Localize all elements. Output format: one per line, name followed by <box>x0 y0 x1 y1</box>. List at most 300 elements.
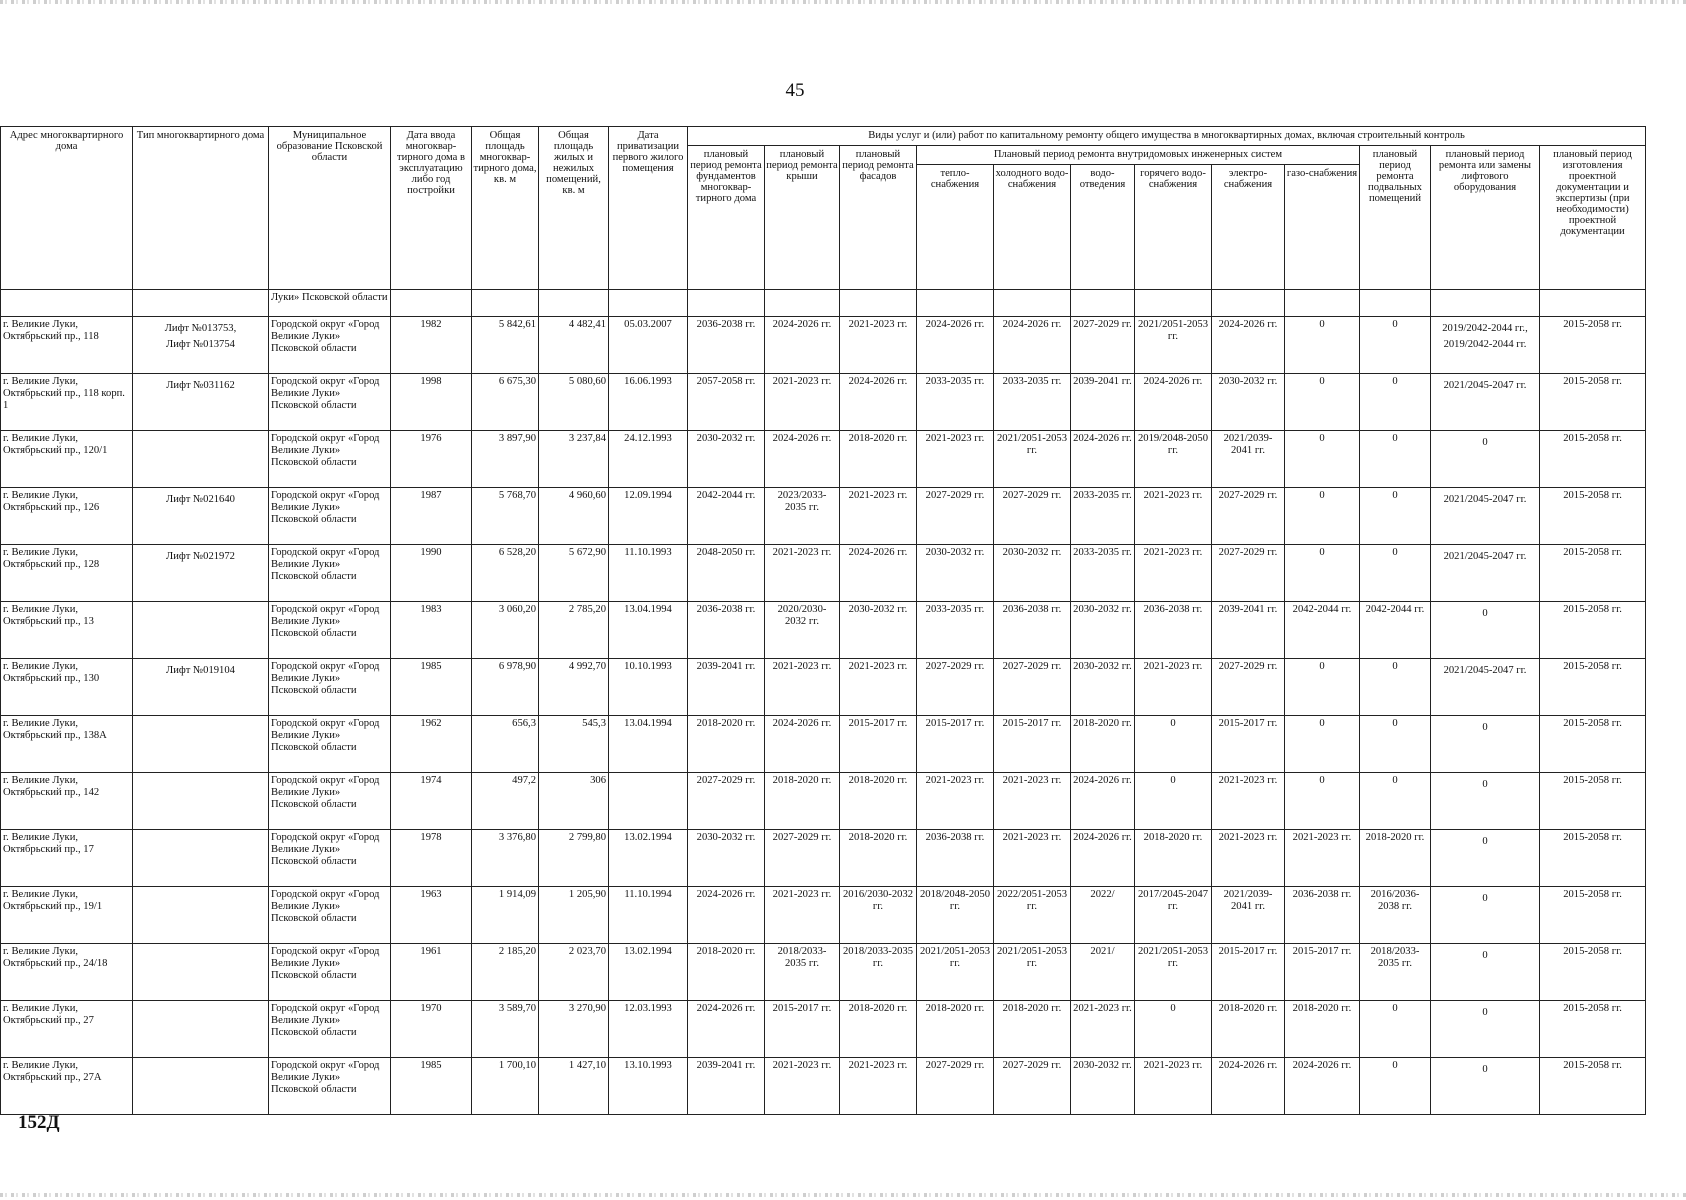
cell-roof: 2021-2023 гг. <box>765 887 840 944</box>
cell-cold-water: 2036-2038 гг. <box>994 602 1071 659</box>
cell-total-area: 656,3 <box>472 716 539 773</box>
cell-address: г. Великие Луки, Октябрьский пр., 27 <box>1 1001 133 1058</box>
table-header <box>1 127 1646 290</box>
cell-basement: 0 <box>1360 488 1431 545</box>
elevator-period: 0 <box>1482 1007 1488 1018</box>
cell-heating: 2024-2026 гг. <box>917 317 994 374</box>
cell-type <box>133 659 269 716</box>
cell-year: 1982 <box>391 317 472 374</box>
cell-cold-water: 2021-2023 гг. <box>994 773 1071 830</box>
col-header-basement: плановый период ремонта подвальных помещений <box>1360 146 1431 290</box>
cell-privatization: 12.09.1994 <box>609 488 688 545</box>
col-header-type: Тип многоквартирного дома <box>133 127 269 290</box>
cell-roof: 2021-2023 гг. <box>765 374 840 431</box>
cell-elevator <box>1431 887 1540 944</box>
cell-heating: 2021-2023 гг. <box>917 431 994 488</box>
cell-sewer: 2021-2023 гг. <box>1071 1001 1135 1058</box>
cell-elevator <box>1431 659 1540 716</box>
page-number: 45 <box>785 80 805 101</box>
cell-privatization: 11.10.1994 <box>609 887 688 944</box>
cell-heating: 2015-2017 гг. <box>917 716 994 773</box>
cell-privatization: 05.03.2007 <box>609 317 688 374</box>
cell-gas: 0 <box>1285 659 1360 716</box>
cell-gas: 0 <box>1285 773 1360 830</box>
cell-foundation: 2018-2020 гг. <box>688 944 765 1001</box>
cell-design: 2015-2058 гг. <box>1540 545 1646 602</box>
cell-municipality: Городской округ «Город Великие Луки» Псковской области <box>269 374 391 431</box>
cell-gas: 0 <box>1285 431 1360 488</box>
cell-address: г. Великие Луки, Октябрьский пр., 138А <box>1 716 133 773</box>
table-row <box>1 830 1646 887</box>
cell-foundation: 2024-2026 гг. <box>688 1001 765 1058</box>
elevator-id: Лифт №031162 <box>166 380 235 391</box>
col-header-commission-date: Дата ввода многоквар-тирного дома в эксплуатацию либо год постройки <box>391 127 472 290</box>
cell-total-area: 2 185,20 <box>472 944 539 1001</box>
cell-privatization: 13.02.1994 <box>609 830 688 887</box>
cell-municipality: Городской округ «Город Великие Луки» Псковской области <box>269 488 391 545</box>
cell-type <box>133 1058 269 1115</box>
elevator-id: Лифт №019104 <box>166 665 235 676</box>
cell-facade: 2018-2020 гг. <box>840 773 917 830</box>
cell-electric: 2027-2029 гг. <box>1212 545 1285 602</box>
cell-elevator <box>1431 602 1540 659</box>
cell-elevator <box>1431 1058 1540 1115</box>
cell-heating: 2033-2035 гг. <box>917 602 994 659</box>
cell-year: 1961 <box>391 944 472 1001</box>
cell-design: 2015-2058 гг. <box>1540 317 1646 374</box>
cell-elevator <box>1431 545 1540 602</box>
cell-address: г. Великие Луки, Октябрьский пр., 142 <box>1 773 133 830</box>
cell-year: 1998 <box>391 374 472 431</box>
carryover-row <box>1 290 1646 317</box>
cell-cold-water: 2027-2029 гг. <box>994 488 1071 545</box>
table-row <box>1 545 1646 602</box>
cell-privatization: 13.04.1994 <box>609 716 688 773</box>
cell-heating: 2030-2032 гг. <box>917 545 994 602</box>
cell-facade: 2018-2020 гг. <box>840 431 917 488</box>
cell-heating: 2021-2023 гг. <box>917 773 994 830</box>
cell-privatization: 13.02.1994 <box>609 944 688 1001</box>
cell-cold-water: 2030-2032 гг. <box>994 545 1071 602</box>
cell-heating: 2027-2029 гг. <box>917 1058 994 1115</box>
cell-year: 1970 <box>391 1001 472 1058</box>
col-header-facade: плановый период ремонта фасадов <box>840 146 917 290</box>
cell-sewer: 2018-2020 гг. <box>1071 716 1135 773</box>
cell-sewer: 2024-2026 гг. <box>1071 830 1135 887</box>
cell-foundation: 2030-2032 гг. <box>688 830 765 887</box>
cell-design: 2015-2058 гг. <box>1540 374 1646 431</box>
col-header-privatization-date: Дата приватизации первого жилого помещения <box>609 127 688 290</box>
cell-facade: 2018/2033-2035 гг. <box>840 944 917 1001</box>
cell-hot-water: 2021-2023 гг. <box>1135 659 1212 716</box>
cell-sewer: 2024-2026 гг. <box>1071 773 1135 830</box>
cell-design: 2015-2058 гг. <box>1540 659 1646 716</box>
cell-type <box>133 488 269 545</box>
cell-elevator <box>1431 488 1540 545</box>
cell-design: 2015-2058 гг. <box>1540 716 1646 773</box>
cell-address: г. Великие Луки, Октябрьский пр., 120/1 <box>1 431 133 488</box>
cell-facade: 2015-2017 гг. <box>840 716 917 773</box>
cell-living-area: 4 960,60 <box>539 488 609 545</box>
cell-basement: 0 <box>1360 431 1431 488</box>
elevator-period: 2021/2045-2047 гг. <box>1443 551 1527 562</box>
cell-electric: 2024-2026 гг. <box>1212 1058 1285 1115</box>
cell-year: 1978 <box>391 830 472 887</box>
cell-total-area: 3 897,90 <box>472 431 539 488</box>
cell-roof: 2027-2029 гг. <box>765 830 840 887</box>
cell-roof: 2018-2020 гг. <box>765 773 840 830</box>
cell-electric: 2021/2039-2041 гг. <box>1212 887 1285 944</box>
cell-municipality: Городской округ «Город Великие Луки» Псковской области <box>269 773 391 830</box>
cell-gas: 2021-2023 гг. <box>1285 830 1360 887</box>
cell-gas: 0 <box>1285 545 1360 602</box>
cell-heating: 2027-2029 гг. <box>917 659 994 716</box>
cell-privatization: 16.06.1993 <box>609 374 688 431</box>
cell-year: 1990 <box>391 545 472 602</box>
table-row <box>1 887 1646 944</box>
elevator-period: 0 <box>1482 950 1488 961</box>
cell-hot-water: 0 <box>1135 773 1212 830</box>
cell-address: г. Великие Луки, Октябрьский пр., 27А <box>1 1058 133 1115</box>
cell-sewer: 2030-2032 гг. <box>1071 659 1135 716</box>
footer-code: 152Д <box>18 1112 60 1133</box>
cell-cold-water: 2021/2051-2053 гг. <box>994 944 1071 1001</box>
cell-basement: 2042-2044 гг. <box>1360 602 1431 659</box>
cell-year: 1985 <box>391 1058 472 1115</box>
cell-total-area: 5 842,61 <box>472 317 539 374</box>
cell-design: 2015-2058 гг. <box>1540 602 1646 659</box>
cell-foundation: 2036-2038 гг. <box>688 602 765 659</box>
cell-elevator <box>1431 1001 1540 1058</box>
col-header-heating: тепло-снабжения <box>917 165 994 290</box>
cell-electric: 2021-2023 гг. <box>1212 830 1285 887</box>
cell-basement: 0 <box>1360 317 1431 374</box>
elevator-period: 0 <box>1482 1064 1488 1075</box>
cell-cold-water: 2024-2026 гг. <box>994 317 1071 374</box>
cell-hot-water: 2019/2048-2050 гг. <box>1135 431 1212 488</box>
cell-electric: 2015-2017 гг. <box>1212 716 1285 773</box>
cell-basement: 2018/2033-2035 гг. <box>1360 944 1431 1001</box>
elevator-period: 0 <box>1482 836 1488 847</box>
cell-municipality: Городской округ «Город Великие Луки» Псковской области <box>269 317 391 374</box>
cell-facade: 2021-2023 гг. <box>840 1058 917 1115</box>
cell-foundation: 2048-2050 гг. <box>688 545 765 602</box>
cell-hot-water: 2018-2020 гг. <box>1135 830 1212 887</box>
cell-type <box>133 545 269 602</box>
cell-foundation: 2057-2058 гг. <box>688 374 765 431</box>
cell-cold-water: 2033-2035 гг. <box>994 374 1071 431</box>
cell-gas: 0 <box>1285 488 1360 545</box>
col-header-roof: плановый период ремонта крыши <box>765 146 840 290</box>
cell-foundation: 2039-2041 гг. <box>688 659 765 716</box>
cell-design: 2015-2058 гг. <box>1540 773 1646 830</box>
cell-basement: 0 <box>1360 374 1431 431</box>
cell-facade: 2018-2020 гг. <box>840 830 917 887</box>
table-row <box>1 773 1646 830</box>
cell-living-area: 5 080,60 <box>539 374 609 431</box>
cell-heating: 2036-2038 гг. <box>917 830 994 887</box>
cell-sewer: 2030-2032 гг. <box>1071 1058 1135 1115</box>
cell-type <box>133 317 269 374</box>
cell-type <box>133 374 269 431</box>
cell-total-area: 1 700,10 <box>472 1058 539 1115</box>
cell-privatization <box>609 773 688 830</box>
cell-cold-water: 2021-2023 гг. <box>994 830 1071 887</box>
cell-facade: 2021-2023 гг. <box>840 659 917 716</box>
cell-year: 1974 <box>391 773 472 830</box>
cell-hot-water: 0 <box>1135 716 1212 773</box>
cell-living-area: 2 023,70 <box>539 944 609 1001</box>
cell-gas: 0 <box>1285 716 1360 773</box>
cell-municipality: Городской округ «Город Великие Луки» Псковской области <box>269 887 391 944</box>
cell-municipality: Городской округ «Город Великие Луки» Псковской области <box>269 716 391 773</box>
cell-gas: 2018-2020 гг. <box>1285 1001 1360 1058</box>
cell-total-area: 3 060,20 <box>472 602 539 659</box>
table-row <box>1 1001 1646 1058</box>
cell-elevator <box>1431 716 1540 773</box>
cell-roof: 2021-2023 гг. <box>765 545 840 602</box>
cell-foundation: 2039-2041 гг. <box>688 1058 765 1115</box>
col-header-foundation: плановый период ремонта фундаментов многоквар-тирного дома <box>688 146 765 290</box>
cell-privatization: 13.10.1993 <box>609 1058 688 1115</box>
cell-design: 2015-2058 гг. <box>1540 488 1646 545</box>
cell-facade: 2021-2023 гг. <box>840 488 917 545</box>
cell-municipality: Городской округ «Город Великие Луки» Псковской области <box>269 830 391 887</box>
cell-sewer: 2027-2029 гг. <box>1071 317 1135 374</box>
cell-cold-water: 2027-2029 гг. <box>994 659 1071 716</box>
cell-heating: 2033-2035 гг. <box>917 374 994 431</box>
cell-facade: 2030-2032 гг. <box>840 602 917 659</box>
cell-hot-water: 2017/2045-2047 гг. <box>1135 887 1212 944</box>
table-row <box>1 488 1646 545</box>
cell-hot-water: 2021/2051-2053 гг. <box>1135 944 1212 1001</box>
cell-electric: 2021-2023 гг. <box>1212 773 1285 830</box>
cell-roof: 2015-2017 гг. <box>765 1001 840 1058</box>
cell-gas: 2036-2038 гг. <box>1285 887 1360 944</box>
cell-electric: 2027-2029 гг. <box>1212 659 1285 716</box>
cell-total-area: 6 528,20 <box>472 545 539 602</box>
cell-electric: 2021/2039-2041 гг. <box>1212 431 1285 488</box>
cell-basement: 2018-2020 гг. <box>1360 830 1431 887</box>
col-header-living-area: Общая площадь жилых и нежилых помещений, кв. м <box>539 127 609 290</box>
cell-living-area: 1 427,10 <box>539 1058 609 1115</box>
cell-gas: 2015-2017 гг. <box>1285 944 1360 1001</box>
cell-type <box>133 830 269 887</box>
cell-living-area: 5 672,90 <box>539 545 609 602</box>
cell-address: г. Великие Луки, Октябрьский пр., 118 корп. 1 <box>1 374 133 431</box>
cell-address: г. Великие Луки, Октябрьский пр., 19/1 <box>1 887 133 944</box>
cell-total-area: 1 914,09 <box>472 887 539 944</box>
elevator-period: 2021/2045-2047 гг. <box>1443 665 1527 676</box>
cell-sewer: 2022/ <box>1071 887 1135 944</box>
cell-roof: 2024-2026 гг. <box>765 431 840 488</box>
cell-total-area: 5 768,70 <box>472 488 539 545</box>
cell-cold-water: 2027-2029 гг. <box>994 1058 1071 1115</box>
cell-total-area: 497,2 <box>472 773 539 830</box>
cell-total-area: 6 978,90 <box>472 659 539 716</box>
cell-municipality: Городской округ «Город Великие Луки» Псковской области <box>269 1001 391 1058</box>
cell-living-area: 4 482,41 <box>539 317 609 374</box>
cell-roof: 2021-2023 гг. <box>765 1058 840 1115</box>
cell-foundation: 2036-2038 гг. <box>688 317 765 374</box>
table-row <box>1 1058 1646 1115</box>
cell-design: 2015-2058 гг. <box>1540 887 1646 944</box>
cell-year: 1985 <box>391 659 472 716</box>
col-header-gas: газо-снабжения <box>1285 165 1360 290</box>
cell-facade: 2024-2026 гг. <box>840 374 917 431</box>
cell-privatization: 13.04.1994 <box>609 602 688 659</box>
cell-basement: 0 <box>1360 716 1431 773</box>
cell-living-area: 3 270,90 <box>539 1001 609 1058</box>
cell-hot-water: 2036-2038 гг. <box>1135 602 1212 659</box>
cell-address: г. Великие Луки, Октябрьский пр., 118 <box>1 317 133 374</box>
cell-year: 1962 <box>391 716 472 773</box>
capital-repair-table <box>0 126 1646 1115</box>
cell-privatization: 11.10.1993 <box>609 545 688 602</box>
cell-heating: 2018/2048-2050 гг. <box>917 887 994 944</box>
cell-cold-water: 2015-2017 гг. <box>994 716 1071 773</box>
col-header-address: Адрес многоквартирного дома <box>1 127 133 290</box>
cell-heating: 2021/2051-2053 гг. <box>917 944 994 1001</box>
cell-roof: 2024-2026 гг. <box>765 317 840 374</box>
cell-municipality: Городской округ «Город Великие Луки» Псковской области <box>269 602 391 659</box>
cell-electric: 2015-2017 гг. <box>1212 944 1285 1001</box>
cell-cold-water: 2021/2051-2053 гг. <box>994 431 1071 488</box>
cell-heating: 2018-2020 гг. <box>917 1001 994 1058</box>
elevator-id: Лифт №021640 <box>166 494 235 505</box>
cell-living-area: 1 205,90 <box>539 887 609 944</box>
cell-year: 1976 <box>391 431 472 488</box>
col-header-cold-water: холодного водо-снабжения <box>994 165 1071 290</box>
cell-sewer: 2033-2035 гг. <box>1071 545 1135 602</box>
scan-edge-bottom <box>0 1193 1686 1197</box>
cell-foundation: 2027-2029 гг. <box>688 773 765 830</box>
col-header-hot-water: горячего водо-снабжения <box>1135 165 1212 290</box>
cell-type <box>133 1001 269 1058</box>
cell-facade: 2018-2020 гг. <box>840 1001 917 1058</box>
cell-living-area: 545,3 <box>539 716 609 773</box>
cell-roof: 2023/2033-2035 гг. <box>765 488 840 545</box>
cell-year: 1963 <box>391 887 472 944</box>
table-row <box>1 944 1646 1001</box>
cell-living-area: 2 785,20 <box>539 602 609 659</box>
elevator-period: 2021/2045-2047 гг. <box>1443 494 1527 505</box>
cell-living-area: 306 <box>539 773 609 830</box>
cell-elevator <box>1431 944 1540 1001</box>
cell-gas: 0 <box>1285 317 1360 374</box>
cell-privatization: 24.12.1993 <box>609 431 688 488</box>
cell-design: 2015-2058 гг. <box>1540 1058 1646 1115</box>
cell-electric: 2039-2041 гг. <box>1212 602 1285 659</box>
cell-basement: 0 <box>1360 773 1431 830</box>
cell-total-area: 3 589,70 <box>472 1001 539 1058</box>
cell-gas: 2024-2026 гг. <box>1285 1058 1360 1115</box>
table-row <box>1 716 1646 773</box>
elevator-period: 2019/2042-2044 гг., <box>1442 323 1528 334</box>
cell-municipality: Городской округ «Город Великие Луки» Псковской области <box>269 1058 391 1115</box>
table-body <box>1 290 1646 1115</box>
cell-elevator <box>1431 317 1540 374</box>
cell-address: г. Великие Луки, Октябрьский пр., 24/18 <box>1 944 133 1001</box>
cell-design: 2015-2058 гг. <box>1540 830 1646 887</box>
cell-electric: 2027-2029 гг. <box>1212 488 1285 545</box>
cell-hot-water: 2021-2023 гг. <box>1135 545 1212 602</box>
elevator-id: Лифт №013754 <box>166 339 235 350</box>
cell-sewer: 2039-2041 гг. <box>1071 374 1135 431</box>
elevator-period: 2019/2042-2044 гг. <box>1443 339 1527 350</box>
cell-basement: 0 <box>1360 1001 1431 1058</box>
col-header-design: плановый период изготовления проектной документации и экспертизы (при необходимости) проектной документации <box>1540 146 1646 290</box>
table-row <box>1 317 1646 374</box>
cell-hot-water: 2021-2023 гг. <box>1135 1058 1212 1115</box>
table-row <box>1 431 1646 488</box>
cell-type <box>133 716 269 773</box>
elevator-period: 0 <box>1482 437 1488 448</box>
col-header-sewer: водо-отведения <box>1071 165 1135 290</box>
cell-basement: 0 <box>1360 1058 1431 1115</box>
cell-elevator <box>1431 830 1540 887</box>
cell-foundation: 2018-2020 гг. <box>688 716 765 773</box>
table-row <box>1 374 1646 431</box>
cell-municipality: Городской округ «Город Великие Луки» Псковской области <box>269 431 391 488</box>
cell-living-area: 3 237,84 <box>539 431 609 488</box>
col-header-elevator: плановый период ремонта или замены лифтового оборудования <box>1431 146 1540 290</box>
cell-type <box>133 773 269 830</box>
cell-elevator <box>1431 431 1540 488</box>
table-row <box>1 602 1646 659</box>
cell-gas: 0 <box>1285 374 1360 431</box>
cell-year: 1983 <box>391 602 472 659</box>
cell-facade: 2016/2030-2032 гг. <box>840 887 917 944</box>
cell-address: г. Великие Луки, Октябрьский пр., 13 <box>1 602 133 659</box>
cell-address: г. Великие Луки, Октябрьский пр., 130 <box>1 659 133 716</box>
elevator-period: 0 <box>1482 893 1488 904</box>
cell-cold-water: 2022/2051-2053 гг. <box>994 887 1071 944</box>
cell-foundation: 2042-2044 гг. <box>688 488 765 545</box>
cell-hot-water: 2021/2051-2053 гг. <box>1135 317 1212 374</box>
cell-facade: 2024-2026 гг. <box>840 545 917 602</box>
cell-roof: 2021-2023 гг. <box>765 659 840 716</box>
cell-design: 2015-2058 гг. <box>1540 431 1646 488</box>
cell-year: 1987 <box>391 488 472 545</box>
cell-type <box>133 944 269 1001</box>
elevator-period: 2021/2045-2047 гг. <box>1443 380 1527 391</box>
elevator-period: 0 <box>1482 608 1488 619</box>
cell-municipality: Городской округ «Город Великие Луки» Псковской области <box>269 944 391 1001</box>
elevator-period: 0 <box>1482 779 1488 790</box>
cell-electric: 2024-2026 гг. <box>1212 317 1285 374</box>
cell-total-area: 6 675,30 <box>472 374 539 431</box>
cell-cold-water: 2018-2020 гг. <box>994 1001 1071 1058</box>
col-header-works-group: Виды услуг и (или) работ по капитальному ремонту общего имущества в многоквартирных домах, включая строительный контроль <box>688 127 1646 146</box>
cell-foundation: 2024-2026 гг. <box>688 887 765 944</box>
cell-privatization: 10.10.1993 <box>609 659 688 716</box>
cell-basement: 2016/2036-2038 гг. <box>1360 887 1431 944</box>
cell-foundation: 2030-2032 гг. <box>688 431 765 488</box>
cell-type <box>133 431 269 488</box>
cell-roof: 2024-2026 гг. <box>765 716 840 773</box>
col-header-electric: электро-снабжения <box>1212 165 1285 290</box>
cell-living-area: 2 799,80 <box>539 830 609 887</box>
cell-basement: 0 <box>1360 545 1431 602</box>
col-header-systems-group: Плановый период ремонта внутридомовых инженерных систем <box>917 146 1360 165</box>
cell-basement: 0 <box>1360 659 1431 716</box>
cell-address: г. Великие Луки, Октябрьский пр., 128 <box>1 545 133 602</box>
cell-hot-water: 2024-2026 гг. <box>1135 374 1212 431</box>
scan-edge-top <box>0 0 1686 4</box>
col-header-municipality: Муниципальное образование Псковской области <box>269 127 391 290</box>
elevator-period: 0 <box>1482 722 1488 733</box>
